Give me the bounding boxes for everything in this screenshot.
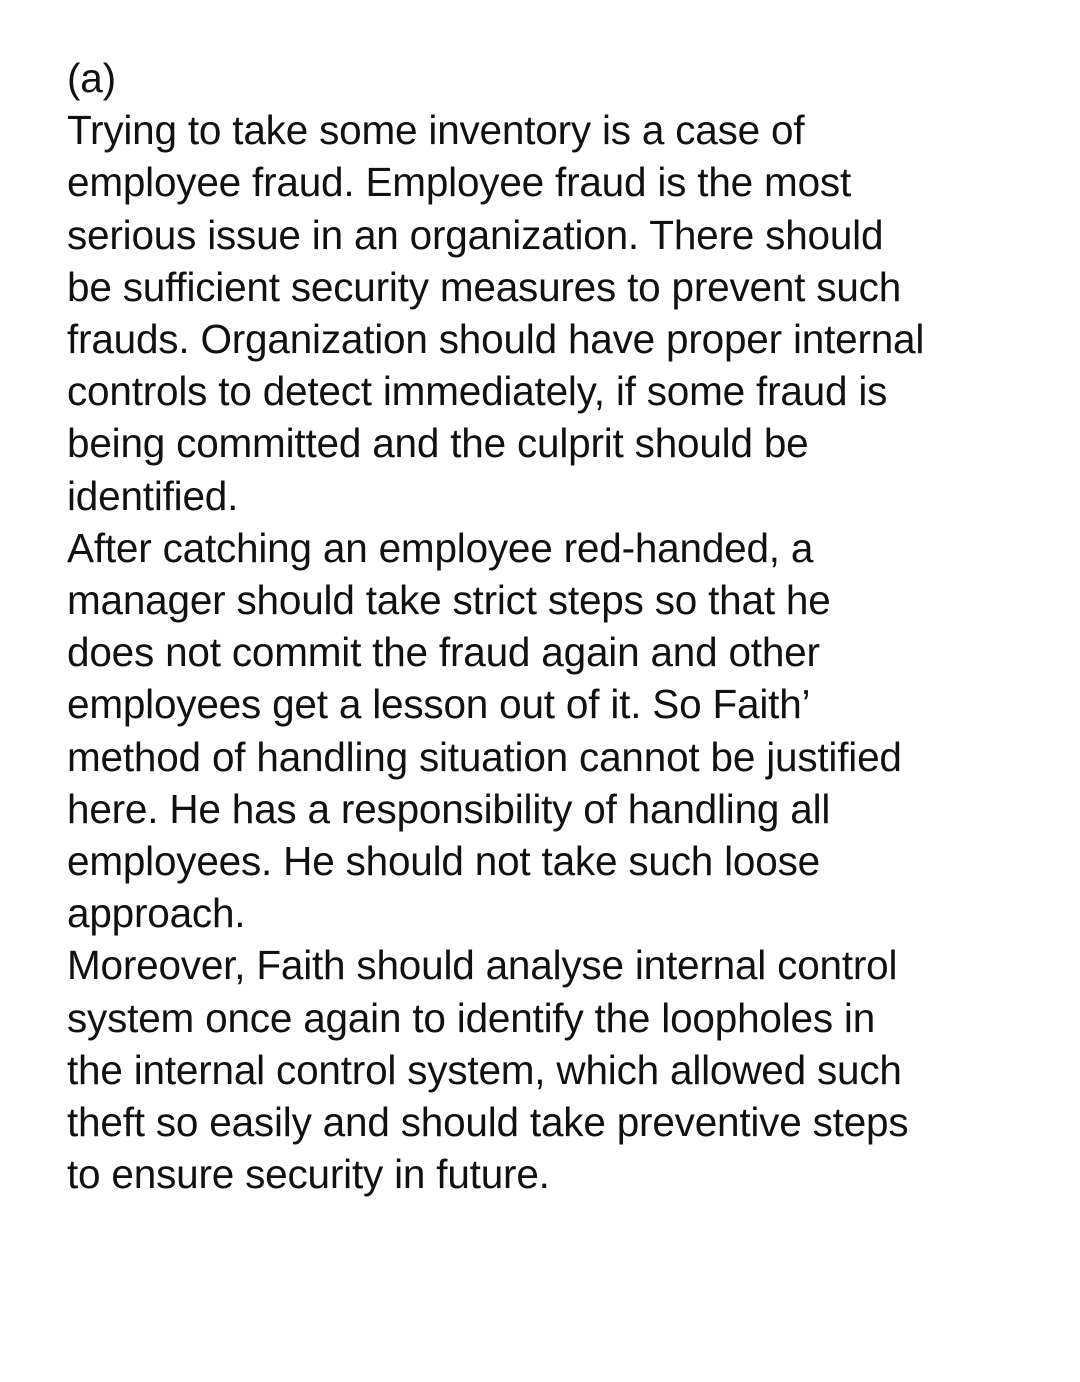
paragraph-line: employee fraud. Employee fraud is the most	[67, 159, 851, 206]
part-label: (a)	[67, 55, 116, 101]
paragraph-line: identified.	[67, 472, 239, 519]
paragraph-line: method of handling situation cannot be justified	[67, 733, 902, 780]
paragraph-line: frauds. Organization should have proper internal	[67, 316, 925, 363]
paragraph-line: be sufficient security measures to prevent such	[67, 263, 902, 310]
paragraph-line: serious issue in an organization. There should	[67, 211, 884, 258]
paragraph-line: the internal control system, which allowed such	[67, 1046, 902, 1093]
paragraph-line: to ensure security in future.	[67, 1151, 550, 1198]
paragraph-line: employees. He should not take such loose	[67, 838, 820, 885]
paragraph-line: theft so easily and should take preventive steps	[67, 1099, 909, 1146]
answer-document	[67, 52, 1057, 1200]
paragraph-line: Moreover, Faith should analyse internal control	[67, 942, 898, 989]
paragraph-2	[67, 522, 1057, 940]
paragraph-line: employees get a lesson out of it. So Faith’	[67, 681, 811, 728]
paragraph-line: system once again to identify the loopholes in	[67, 994, 876, 1041]
paragraph-line: manager should take strict steps so that he	[67, 577, 831, 624]
paragraph-line: After catching an employee red-handed, a	[67, 524, 814, 571]
paragraph-line: controls to detect immediately, if some fraud is	[67, 368, 888, 415]
paragraph-line: approach.	[67, 890, 246, 937]
paragraph-line: Trying to take some inventory is a case of	[67, 107, 805, 154]
paragraph-1	[67, 104, 1057, 522]
paragraph-line: does not commit the fraud again and other	[67, 629, 820, 676]
paragraph-line: being committed and the culprit should be	[67, 420, 809, 467]
paragraph-3	[67, 939, 1057, 1200]
paragraph-line: here. He has a responsibility of handling all	[67, 785, 831, 832]
